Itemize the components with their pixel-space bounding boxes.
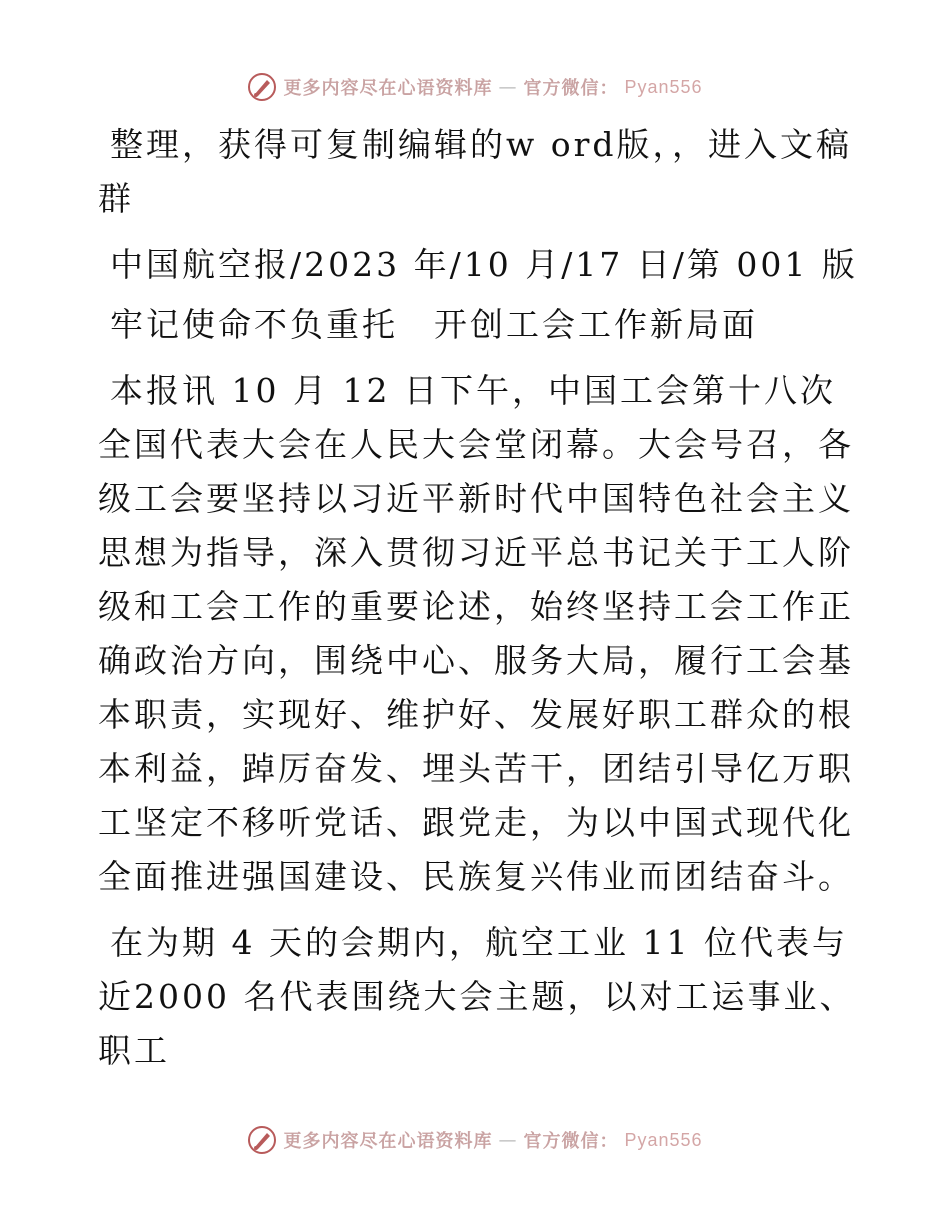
- banner-wechat-label: 官方微信：: [523, 1131, 619, 1152]
- banner-site-text: 更多内容尽在心语资料库: [283, 1131, 493, 1152]
- paragraph-2: 在为期 4 天的会期内，航空工业 11 位代表与近2000 名代表围绕大会主题，以对工运事业、职工: [98, 923, 856, 1070]
- banner-separator: —: [498, 76, 518, 98]
- paragraph-1: 本报讯 10 月 12 日下午，中国工会第十八次全国代表大会在人民大会堂闭幕。大会号召，各级工会要坚持以习近平新时代中国特色社会主义思想为指导，深入贯彻习近平总书记关于工人阶级和工会工作的重要论述，始终坚持工会工作正确政治方向，围绕中心、服务大局，履行工会基本职责，实现好、维护好、发展好职工群众的根本利益，踔厉奋发、埋头苦干，团结引导亿万职工坚定不移听党话、跟党走，为以中国式现代化全面推进强国建设、民族复兴伟业而团结奋斗。: [98, 371, 854, 896]
- document-body: [98, 118, 858, 1078]
- source-line: 中国航空报/2023 年/10 月/17 日/第 001 版: [110, 245, 858, 284]
- banner-site-text: 更多内容尽在心语资料库: [283, 78, 493, 99]
- footer-watermark-banner: [0, 1125, 950, 1155]
- banner-wechat-account: Pyan556: [624, 1129, 703, 1150]
- intro-line: 整理，获得可复制编辑的w ord版，，进入文稿群: [98, 125, 853, 218]
- header-watermark-banner: [0, 72, 950, 102]
- pen-logo-icon: [247, 1125, 277, 1155]
- banner-wechat-account: Pyan556: [624, 76, 703, 97]
- banner-separator: —: [498, 1129, 518, 1151]
- headline: 牢记使命不负重托 开创工会工作新局面: [110, 305, 758, 344]
- banner-wechat-label: 官方微信：: [523, 78, 619, 99]
- pen-logo-icon: [247, 72, 277, 102]
